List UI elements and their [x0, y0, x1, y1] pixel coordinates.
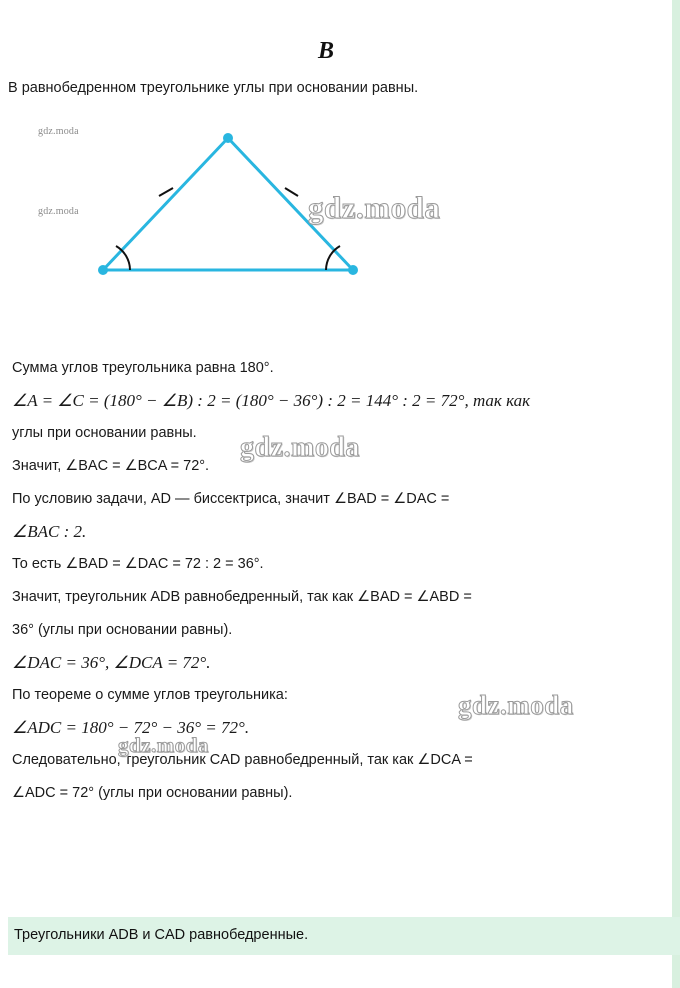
- watermark-small-left: gdz.moda: [38, 206, 79, 217]
- solution-line-10: ∠DAC = 36°, ∠DCA = 72°.: [12, 653, 211, 673]
- page-title: B: [318, 38, 335, 64]
- solution-line-11: По теореме о сумме углов треугольника:: [12, 687, 288, 704]
- solution-line-13: Следовательно, треугольник CAD равнобедренный, так как ∠DCA =: [12, 752, 473, 769]
- vertex-apex: [223, 133, 233, 143]
- solution-line-2: ∠A = ∠C = (180° − ∠B) : 2 = (180° − 36°) : 2 = 144° : 2 = 72°, так как: [12, 391, 531, 411]
- triangle-svg: [8, 118, 528, 298]
- solution-line-3: углы при основании равны.: [12, 425, 197, 442]
- watermark-small-top: gdz.moda: [38, 126, 79, 137]
- solution-line-1: [12, 358, 680, 379]
- watermark-middle-3: gdz.moda: [118, 733, 209, 757]
- answer-banner: [8, 917, 680, 955]
- solution-line-12: ∠ADC = 180° − 72° − 36° = 72°.: [12, 718, 250, 738]
- tick-mark-left: [159, 188, 173, 196]
- watermark-figure: gdz.moda: [308, 190, 441, 225]
- answer-text: Треугольники ADB и CAD равнобедренные.: [14, 927, 309, 943]
- solution-line-6: ∠BAC : 2.: [12, 522, 87, 542]
- triangle-figure: [8, 118, 528, 298]
- watermark-middle-1: gdz.moda: [240, 432, 360, 463]
- solution-line-7: То есть ∠BAD = ∠DAC = 72 : 2 = 36°.: [12, 556, 264, 573]
- solution-line-1-text: Сумма углов треугольника равна 180°.: [12, 360, 274, 376]
- solution-text: [12, 358, 680, 816]
- solution-line-8: Значит, треугольник ADB равнобедренный, так как ∠BAD = ∠ABD =: [12, 589, 472, 606]
- tick-mark-right: [285, 188, 298, 196]
- vertex-right: [348, 265, 358, 275]
- solution-line-9: 36° (углы при основании равны).: [12, 622, 233, 639]
- intro-text: В равнобедренном треугольнике углы при основании равны.: [8, 80, 419, 96]
- solution-line-14: ∠ADC = 72° (углы при основании равны).: [12, 785, 293, 802]
- watermark-middle-2: gdz.moda: [458, 690, 574, 720]
- vertex-left: [98, 265, 108, 275]
- solution-line-4: Значит, ∠BAC = ∠BCA = 72°.: [12, 458, 210, 475]
- solution-line-5: По условию задачи, AD — биссектриса, значит ∠BAD = ∠DAC =: [12, 491, 450, 508]
